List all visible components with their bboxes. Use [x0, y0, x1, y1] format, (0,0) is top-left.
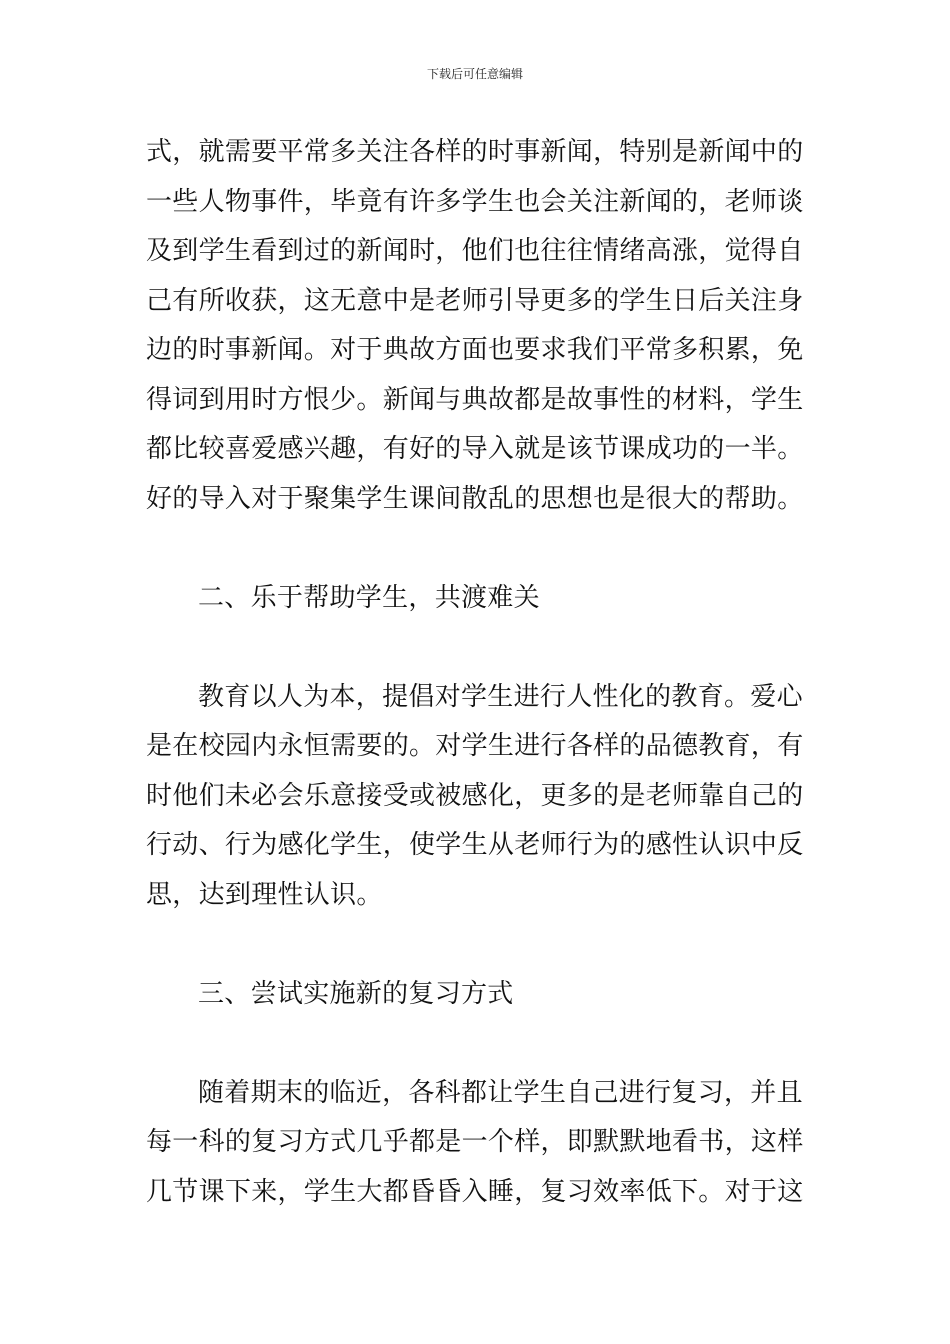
paragraph-line: 教育以人为本，提倡对学生进行人性化的教育。爱心: [198, 681, 803, 712]
paragraph-line: 都比较喜爱感兴趣，有好的导入就是该节课成功的一半。: [146, 434, 804, 464]
paragraph-line: 及到学生看到过的新闻时，他们也往往情绪高涨，觉得自: [146, 236, 804, 266]
document-body: [146, 128, 818, 1217]
paragraph-line: 随着期末的临近，各科都让学生自己进行复习，并且: [198, 1077, 803, 1108]
paragraph-line: 几节课下来，学生大都昏昏入睡，复习效率低下。对于这: [146, 1176, 804, 1207]
page-header-note: 下载后可任意编辑: [426, 67, 523, 81]
paragraph-line: 一些人物事件，毕竟有许多学生也会关注新闻的，老师谈: [146, 186, 804, 217]
paragraph-line: 边的时事新闻。对于典故方面也要求我们平常多积累，免: [146, 335, 804, 365]
paragraph-line: 是在校园内永恒需要的。对学生进行各样的品德教育，有: [146, 731, 804, 761]
paragraph-line: 时他们未必会乐意接受或被感化，更多的是老师靠自己的: [146, 780, 804, 811]
paragraph-line: 每一科的复习方式几乎都是一个样，即默默地看书，这样: [146, 1127, 804, 1157]
paragraph-line: 式，就需要平常多关注各样的时事新闻，特别是新闻中的: [146, 137, 804, 167]
paragraph-line: 行动、行为感化学生，使学生从老师行为的感性认识中反: [146, 830, 804, 860]
section-heading: 三、尝试实施新的复习方式: [198, 978, 514, 1009]
paragraph-line: 思，达到理性认识。: [146, 879, 383, 910]
section-heading: 二、乐于帮助学生，共渡难关: [198, 582, 540, 613]
paragraph-line: 得词到用时方恨少。新闻与典故都是故事性的材料，学生: [146, 384, 804, 415]
paragraph-line: 好的导入对于聚集学生课间散乱的思想也是很大的帮助。: [146, 483, 804, 514]
paragraph-line: 己有所收获，这无意中是老师引导更多的学生日后关注身: [146, 285, 804, 316]
